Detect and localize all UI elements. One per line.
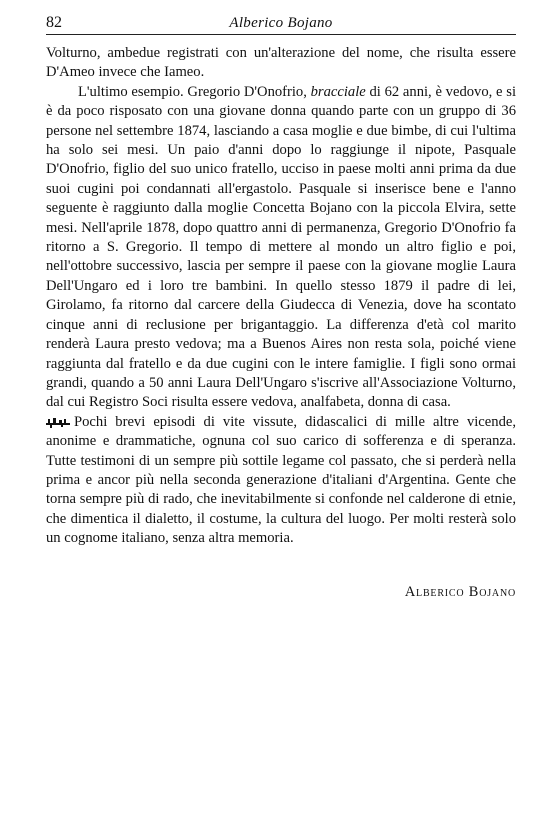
section-ornament-icon [46,415,70,425]
paragraph-2 [46,83,516,413]
paragraph-1 [46,44,516,83]
running-header [46,12,516,35]
italic-term: bracciale [310,83,366,100]
paragraph-3 [46,413,516,549]
running-title: Alberico Bojano [229,15,333,31]
text-run: Volturno, ambedue registrati con un'alterazione del nome, che risulta essere D'Ameo invece che Iameo. [46,45,516,81]
text-run: L'ultimo esempio. Gregorio D'Onofrio, [78,83,311,100]
author-signature: Alberico Bojano [404,584,516,600]
page-number: 82 [46,14,62,31]
text-run: Pochi brevi episodi di vite vissute, didascalici di mille altre vicende, anonime e drammatiche, ognuna col suo carico di sofferenza e di speranza. Tutte testimoni di un sempre più sottile legame col passato, che si perderà nella prima e ancor più nella seconda generazione d'italiani d'Argentina. Gente che torna sempre più di rado, che inevitabilmente si confonde nel calderone di etnie, che dimentica il dialetto, il costume, la cultura del luogo. Per molti resterà solo un cognome italiano, senza altra memoria. [46,413,516,547]
text-run: di 62 anni, è vedovo, e si è da poco risposato con una giovane donna quando parte con un gruppo di 36 persone nel settembre 1874, lasciando a casa moglie e due bimbe, di cui l'ultima ha solo sei mesi. Un paio d'anni dopo lo raggiunge il nipote, Pasquale D'Onofrio, figlio del suo unico fratello, ucciso in paese molti anni prima da due suoi cugini poi condannati all'ergastolo. Pasquale si inserisce bene e l'anno seguente è raggiunto dalla moglie Concetta Bojano con la piccola Elvira, sette mesi. Nell'aprile 1878, dopo quattro anni di permanenza, Gregorio D'Onofrio fa ritorno a S. Gregorio. Il tempo di mettere al mondo un altro figlio e poi, nell'ottobre successivo, lascia per sempre il paese con la giovane moglie Laura Dell'Ungaro ed i loro tre bambini. In quello stesso 1879 il padre di lei, Girolamo, fa ritorno dal carcere della Giudecca di Venezia, dove ha scontato cinque anni di reclusione per brigantaggio. La differenza d'età col marito renderà Laura presto vedova; ma a Buenos Aires non resta sola, poiché viene raggiunta dal fratello e da due cugini con le intere famiglie. I figli sono ormai grandi, quando a 50 anni Laura Dell'Ungaro s'iscrive all'Associazione Volturno, dal cui Registro Soci risulta essere vedova, analfabeta, donna di casa. [46,83,516,411]
body-text [46,44,516,549]
